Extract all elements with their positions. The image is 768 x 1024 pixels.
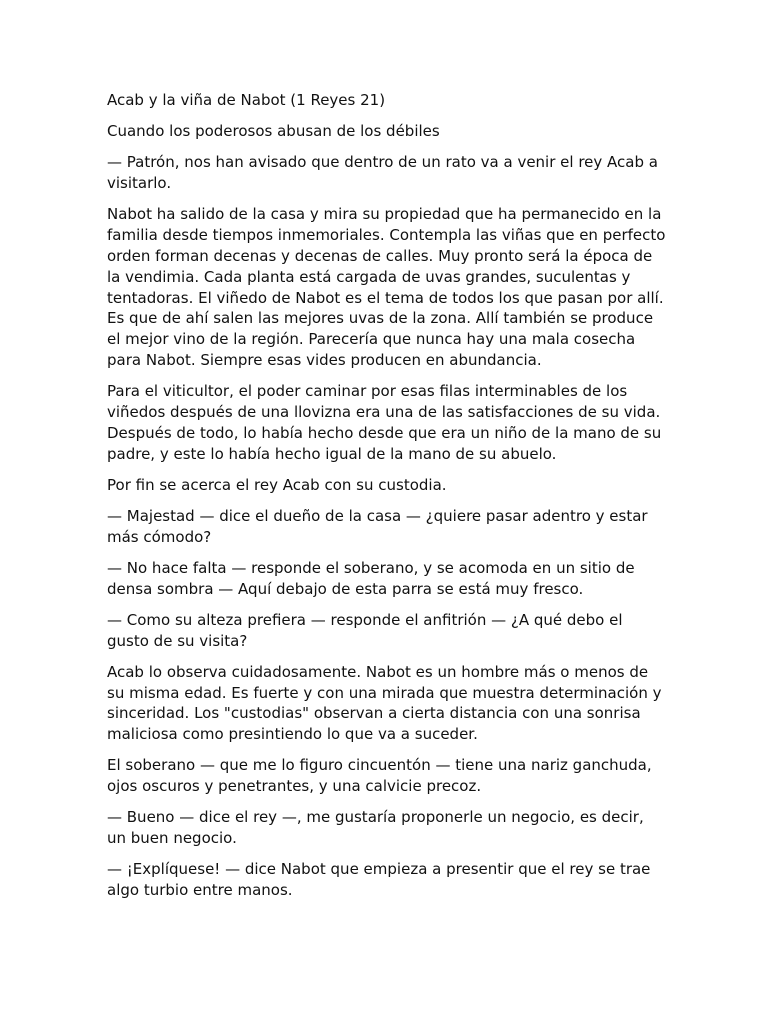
paragraph: — Patrón, nos han avisado que dentro de un rato va a venir el rey Acab a visitarlo. [107, 153, 658, 193]
paragraph: Acab lo observa cuidadosamente. Nabot es un hombre más o menos de su misma edad. Es fuerte y con una mirada que muestra determinación y sinceridad. Los "custodias" observan a cierta distancia con una sonrisa maliciosa como presintiendo lo que va a suceder. [107, 662, 662, 744]
paragraph: — No hace falta — responde el soberano, y se acomoda en un sitio de densa sombra — Aquí debajo de esta parra se está muy fresco. [107, 558, 635, 598]
paragraph: — Bueno — dice el rey —, me gustaría proponerle un negocio, es decir, un buen negocio. [107, 808, 644, 848]
paragraph: — Majestad — dice el dueño de la casa — ¿quiere pasar adentro y estar más cómodo? [107, 506, 648, 546]
paragraph: El soberano — que me lo figuro cincuentón — tiene una nariz ganchuda, ojos oscuros y penetrantes, y una calvicie precoz. [107, 756, 652, 796]
document-title: Acab y la viña de Nabot (1 Reyes 21) [107, 91, 386, 109]
paragraph: Por fin se acerca el rey Acab con su custodia. [107, 475, 447, 494]
paragraph: — Como su alteza prefiera — responde el anfitrión — ¿A qué debo el gusto de su visita? [107, 610, 623, 650]
paragraph: Nabot ha salido de la casa y mira su propiedad que ha permanecido en la familia desde tiempos inmemoriales. Contempla las viñas que en perfecto orden forman decenas y decenas de calles. Muy pronto será la época de la vendimia. Cada planta está cargada de uvas grandes, suculentas y tentadoras. El viñedo de Nabot es el tema de todos los que pasan por allí. Es que de ahí salen las mejores uvas de la zona. Allí también se produce el mejor vino de la región. Parecería que nunca hay una mala cosecha para Nabot. Siempre esas vides producen en abundancia. [107, 205, 666, 369]
document-subtitle: Cuando los poderosos abusan de los débiles [107, 122, 440, 141]
document-page [107, 90, 667, 911]
paragraph: — ¡Explíquese! — dice Nabot que empieza a presentir que el rey se trae algo turbio entre manos. [107, 860, 651, 900]
paragraph: Para el viticultor, el poder caminar por esas filas interminables de los viñedos después de una llovizna era una de las satisfacciones de su vida. Después de todo, lo había hecho desde que era un niño de la mano de su padre, y este lo había hecho igual de la mano de su abuelo. [107, 382, 662, 463]
